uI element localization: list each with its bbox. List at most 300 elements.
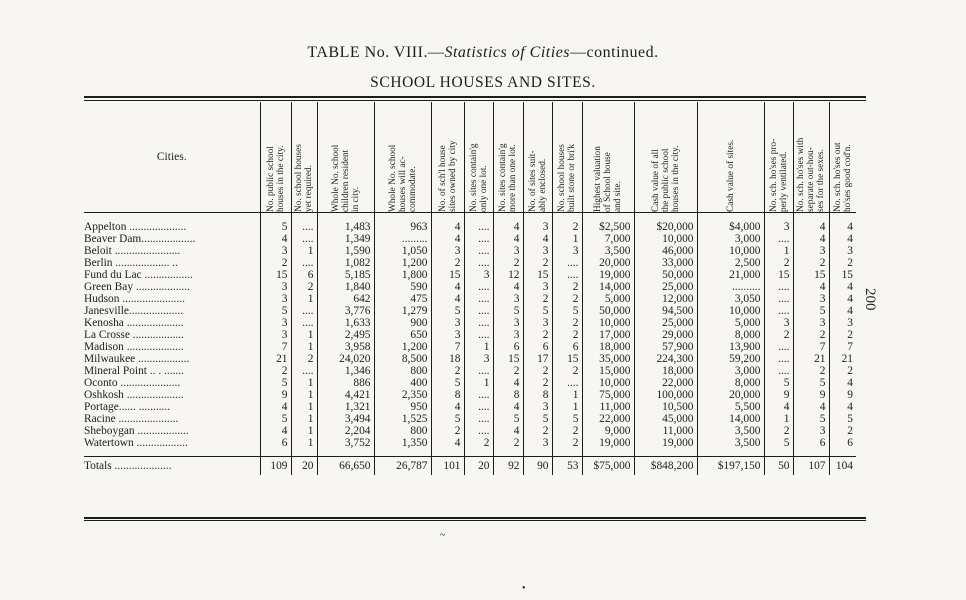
table-cell: 2 xyxy=(552,425,582,437)
table-row xyxy=(84,353,856,365)
table-title xyxy=(0,44,966,62)
table-cell: 2 xyxy=(829,365,856,377)
table-cell: .... xyxy=(464,317,493,329)
table-cell: 642 xyxy=(317,293,374,305)
table-cell: 5 xyxy=(829,413,856,425)
table-cell: 3,752 xyxy=(317,437,374,449)
table-cell: 2,495 xyxy=(317,329,374,341)
table-cell: 9 xyxy=(764,389,793,401)
table-cell: 18,000 xyxy=(582,341,634,353)
table-cell: 2,500 xyxy=(697,257,764,269)
table-cell: 1,321 xyxy=(317,401,374,413)
table-cell: 3 xyxy=(523,281,552,293)
table-cell: 5 xyxy=(523,305,552,317)
column-header xyxy=(764,102,793,213)
city-name: Milwaukee .................. xyxy=(84,353,190,365)
table-cell: .... xyxy=(464,233,493,245)
city-name: Kenosha .................... xyxy=(84,317,184,329)
table-cell: 3 xyxy=(523,317,552,329)
table-cell: 2 xyxy=(431,257,464,269)
table-cell: 18,000 xyxy=(634,365,697,377)
title-suffix: —continued. xyxy=(570,44,659,61)
table-cell: 25,000 xyxy=(634,317,697,329)
column-header-label: No. sites contain'g only one lot. xyxy=(468,143,489,212)
table-cell: 2 xyxy=(464,437,493,449)
table-cell: 3 xyxy=(464,269,493,281)
table-cell: 1,525 xyxy=(374,413,431,425)
table-cell: 2 xyxy=(829,257,856,269)
spacer-cell xyxy=(317,449,374,457)
city-name: Fund du Lac ................. xyxy=(84,269,193,281)
table-cell: .... xyxy=(291,257,317,269)
table-cell: 3 xyxy=(523,437,552,449)
spacer-cell xyxy=(829,449,856,457)
table-cell: .... xyxy=(552,257,582,269)
table-cell: 2 xyxy=(552,329,582,341)
table-cell: 4 xyxy=(829,233,856,245)
table-cell: 66,650 xyxy=(317,457,374,476)
table-cell: 11,000 xyxy=(582,401,634,413)
table-cell: 3 xyxy=(493,293,523,305)
table-row xyxy=(84,317,856,329)
table-cell: 15 xyxy=(260,269,291,281)
table-cell: 8,500 xyxy=(374,353,431,365)
table-cell: 3 xyxy=(431,329,464,341)
table-cell: 2 xyxy=(793,365,829,377)
table-cell: 18 xyxy=(431,353,464,365)
table-cell: 1 xyxy=(464,377,493,389)
bottom-rule-thin xyxy=(84,520,866,521)
table-cell: 90 xyxy=(523,457,552,476)
table-cell: .... xyxy=(291,233,317,245)
table-cell: 4 xyxy=(764,401,793,413)
table-row xyxy=(84,213,856,234)
table-cell: 3 xyxy=(764,213,793,234)
column-header xyxy=(291,102,317,213)
table-cell: 5 xyxy=(764,437,793,449)
column-header xyxy=(493,102,523,213)
table-cell: 5 xyxy=(793,377,829,389)
table-cell: $197,150 xyxy=(697,457,764,476)
table-cell: 21 xyxy=(829,353,856,365)
table-cell: 46,000 xyxy=(634,245,697,257)
table-row xyxy=(84,245,856,257)
table-cell: 1,800 xyxy=(374,269,431,281)
column-header-label: No. of sch'l house sites owned by city xyxy=(437,140,458,212)
table-cell: 3,500 xyxy=(697,437,764,449)
table-cell: 10,000 xyxy=(634,233,697,245)
table-cell: 33,000 xyxy=(634,257,697,269)
table-cell: 59,200 xyxy=(697,353,764,365)
column-header xyxy=(317,102,374,213)
table-cell: 10,500 xyxy=(634,401,697,413)
table-cell: 5,185 xyxy=(317,269,374,281)
totals-row xyxy=(84,457,856,476)
table-cell: 5 xyxy=(260,413,291,425)
column-header-label: No. sch. ho'ses pro- perly ventilated. xyxy=(768,138,789,212)
table-cell: 224,300 xyxy=(634,353,697,365)
table-cell: 50,000 xyxy=(634,269,697,281)
table-cell: 3 xyxy=(431,317,464,329)
table-cell: 12,000 xyxy=(634,293,697,305)
table-cell: 3 xyxy=(493,317,523,329)
table-cell: 14,000 xyxy=(582,281,634,293)
table-cell: 8,000 xyxy=(697,377,764,389)
table-cell: 50,000 xyxy=(582,305,634,317)
table-cell: 22,000 xyxy=(582,413,634,425)
table-cell: 2 xyxy=(493,257,523,269)
table-cell: 4 xyxy=(829,213,856,234)
table-cell: .... xyxy=(764,233,793,245)
table-cell: 5 xyxy=(793,413,829,425)
table-cell: 4 xyxy=(493,233,523,245)
table-cell: .... xyxy=(291,365,317,377)
table-cell: 1,346 xyxy=(317,365,374,377)
table-cell: 1 xyxy=(291,401,317,413)
table-cell: 1 xyxy=(291,293,317,305)
table-row xyxy=(84,389,856,401)
table-cell: 4 xyxy=(431,213,464,234)
table-cell: 6 xyxy=(552,341,582,353)
table-cell: 3,000 xyxy=(697,233,764,245)
table-cell: 4 xyxy=(431,233,464,245)
table-cell: 650 xyxy=(374,329,431,341)
city-name: Berlin ................... .. xyxy=(84,257,178,269)
table-cell: .... xyxy=(464,413,493,425)
column-header xyxy=(829,102,856,213)
table-cell: 5 xyxy=(493,305,523,317)
table-cell: 3 xyxy=(260,293,291,305)
table-cell: 3 xyxy=(431,245,464,257)
table-cell: 5 xyxy=(493,413,523,425)
table-cell: 4 xyxy=(829,293,856,305)
table-cell: 10,000 xyxy=(697,305,764,317)
table-cell: 2 xyxy=(260,257,291,269)
table-cell: 8 xyxy=(523,389,552,401)
table-header xyxy=(84,102,856,213)
city-name: Oshkosh .................... xyxy=(84,389,184,401)
table-cell: 3 xyxy=(829,317,856,329)
table-cell: 3 xyxy=(523,213,552,234)
table-cell: 4 xyxy=(431,437,464,449)
table-cell: 2 xyxy=(523,329,552,341)
table-cell: 4 xyxy=(829,305,856,317)
table-cell: 19,000 xyxy=(582,437,634,449)
table-cell: 6 xyxy=(493,341,523,353)
table-cell: 2 xyxy=(431,365,464,377)
spacer-cell xyxy=(697,449,764,457)
column-header-label: No. school houses built stone or bri'k xyxy=(557,143,577,212)
table-row xyxy=(84,305,856,317)
spacer-row xyxy=(84,449,856,457)
header-row xyxy=(84,102,856,213)
column-header xyxy=(523,102,552,213)
table-cell: 100,000 xyxy=(634,389,697,401)
table-cell: 20,000 xyxy=(582,257,634,269)
table-cell: 5 xyxy=(260,213,291,234)
column-header-label: Whole No. school houses will ac- commodate. xyxy=(387,144,418,212)
spacer-cell xyxy=(374,449,431,457)
table-cell: .... xyxy=(464,401,493,413)
spacer-cell xyxy=(634,449,697,457)
table-cell: 5 xyxy=(431,413,464,425)
table-cell: 5,000 xyxy=(697,317,764,329)
title-italic: Statistics of Cities xyxy=(444,44,571,61)
table-cell: 92 xyxy=(493,457,523,476)
city-name: Mineral Point .. . ....... xyxy=(84,365,184,377)
table-cell: 3 xyxy=(464,353,493,365)
table-row xyxy=(84,281,856,293)
table-cell: $4,000 xyxy=(697,213,764,234)
table-cell: 2 xyxy=(552,281,582,293)
table-cell: 1,590 xyxy=(317,245,374,257)
city-name: La Crosse .................. xyxy=(84,329,184,341)
spacer-cell xyxy=(764,449,793,457)
table-cell: 3,000 xyxy=(697,365,764,377)
table-row xyxy=(84,293,856,305)
table-cell: 21 xyxy=(260,353,291,365)
spacer-cell xyxy=(431,449,464,457)
column-header-label: Whole No. school children resident in city. xyxy=(330,144,361,212)
table-cell: 1 xyxy=(291,413,317,425)
page-number: 200 xyxy=(862,288,878,311)
spacer-cell xyxy=(582,449,634,457)
table-cell: 3 xyxy=(260,317,291,329)
column-header xyxy=(634,102,697,213)
table-cell: 8,000 xyxy=(697,329,764,341)
spacer-cell xyxy=(464,449,493,457)
table-cell: 1,050 xyxy=(374,245,431,257)
city-name: Janesville................... xyxy=(84,305,184,317)
table-cell: 26,787 xyxy=(374,457,431,476)
table-cell: 20,000 xyxy=(697,389,764,401)
table-cell: 7 xyxy=(829,341,856,353)
table-cell: 5 xyxy=(431,377,464,389)
table-cell: 15 xyxy=(431,269,464,281)
table-cell: 3,958 xyxy=(317,341,374,353)
table-cell: 4 xyxy=(793,281,829,293)
table-cell: .... xyxy=(764,365,793,377)
table-cell: 3 xyxy=(493,329,523,341)
table-cell: 21 xyxy=(793,353,829,365)
table-cell: 3 xyxy=(260,281,291,293)
table-cell: 1 xyxy=(291,389,317,401)
table-cell: 2 xyxy=(829,425,856,437)
table-cell: 3 xyxy=(793,293,829,305)
table-cell: 4 xyxy=(829,281,856,293)
table-row xyxy=(84,365,856,377)
table-cell: 4 xyxy=(431,401,464,413)
table-cell: 1 xyxy=(291,377,317,389)
table-cell: 2 xyxy=(431,425,464,437)
spacer-cell xyxy=(793,449,829,457)
table-cell: 15 xyxy=(552,353,582,365)
table-cell: 2 xyxy=(552,365,582,377)
table-cell: 3 xyxy=(493,245,523,257)
table-cell: 5 xyxy=(552,413,582,425)
table-row xyxy=(84,257,856,269)
table-cell: 1 xyxy=(291,425,317,437)
table-cell: .... xyxy=(764,305,793,317)
table-cell: 8 xyxy=(431,389,464,401)
table-cell: 2 xyxy=(764,329,793,341)
column-header-label: No. sch. ho'ses with separate out-hou- ses for the sexes. xyxy=(796,137,826,212)
table-cell: 2 xyxy=(764,425,793,437)
table-cell: 2 xyxy=(764,257,793,269)
table-cell: 2 xyxy=(552,437,582,449)
table-cell: 4 xyxy=(829,377,856,389)
column-header-cities: Cities. xyxy=(84,102,260,213)
table-cell: 4 xyxy=(260,425,291,437)
table-cell: 10,000 xyxy=(582,377,634,389)
table-cell: 9 xyxy=(829,389,856,401)
table-row xyxy=(84,437,856,449)
table-cell: 2 xyxy=(493,437,523,449)
table-cell: 3 xyxy=(552,245,582,257)
table-cell: 12 xyxy=(493,269,523,281)
table-cell: 2 xyxy=(523,365,552,377)
table-cell: 1 xyxy=(291,341,317,353)
table-cell: .... xyxy=(464,329,493,341)
table-cell: 3 xyxy=(764,317,793,329)
table-cell: 886 xyxy=(317,377,374,389)
table-cell: 590 xyxy=(374,281,431,293)
table-cell: 3 xyxy=(523,245,552,257)
table-cell: $848,200 xyxy=(634,457,697,476)
column-header xyxy=(431,102,464,213)
city-name: Green Bay ................... xyxy=(84,281,190,293)
table-cell: 6 xyxy=(523,341,552,353)
table-cell: 4 xyxy=(493,281,523,293)
table-cell: 1,200 xyxy=(374,257,431,269)
table-cell: 2 xyxy=(523,425,552,437)
table-cell: 101 xyxy=(431,457,464,476)
table-cell: 19,000 xyxy=(582,269,634,281)
table-cell: 10,000 xyxy=(697,245,764,257)
city-name: Watertown .................. xyxy=(84,437,188,449)
table-cell: 17 xyxy=(523,353,552,365)
table-cell: 2 xyxy=(523,293,552,305)
table-cell: 13,900 xyxy=(697,341,764,353)
table-cell: 1 xyxy=(291,329,317,341)
table-cell: 3,494 xyxy=(317,413,374,425)
table-cell: 1,633 xyxy=(317,317,374,329)
table-row xyxy=(84,425,856,437)
table-cell: 950 xyxy=(374,401,431,413)
table-cell: 15 xyxy=(764,269,793,281)
table-cell: .... xyxy=(464,425,493,437)
table-cell: 2 xyxy=(829,329,856,341)
table-cell: .... xyxy=(552,377,582,389)
table-cell: 22,000 xyxy=(634,377,697,389)
table-cell: .... xyxy=(291,213,317,234)
table-cell: 475 xyxy=(374,293,431,305)
table-cell: 8 xyxy=(493,389,523,401)
table-row xyxy=(84,341,856,353)
column-header-label: Highest valuation of School house and site. xyxy=(593,146,623,212)
table-cell: 2,350 xyxy=(374,389,431,401)
table-cell: 15 xyxy=(523,269,552,281)
table-cell: 5 xyxy=(260,305,291,317)
table-cell: 14,000 xyxy=(697,413,764,425)
table-cell: 7,000 xyxy=(582,233,634,245)
city-name: Oconto ..................... xyxy=(84,377,181,389)
table-cell: 6 xyxy=(829,437,856,449)
table-cell: 4 xyxy=(260,233,291,245)
table-cell: 4 xyxy=(829,401,856,413)
table-cell: 6 xyxy=(291,269,317,281)
table-row xyxy=(84,401,856,413)
column-header-label: No. sch. ho'ses out ho'ses good cod'n. xyxy=(832,142,853,212)
table-cell: 1,483 xyxy=(317,213,374,234)
column-header xyxy=(582,102,634,213)
column-header-label: Cash value of all the public school houses in the city. xyxy=(650,145,681,212)
table-cell: 2 xyxy=(291,281,317,293)
table-cell: 3 xyxy=(260,329,291,341)
table-cell: 2 xyxy=(793,329,829,341)
table-subtitle: SCHOOL HOUSES AND SITES. xyxy=(370,74,596,91)
table-cell: 5,000 xyxy=(582,293,634,305)
table-cell: 4 xyxy=(493,213,523,234)
table-cell: 11,000 xyxy=(634,425,697,437)
table-cell: 2 xyxy=(793,257,829,269)
table-row xyxy=(84,329,856,341)
table-cell: ......... xyxy=(374,233,431,245)
table-cell: 9 xyxy=(793,389,829,401)
table-cell: 35,000 xyxy=(582,353,634,365)
table-cell: 53 xyxy=(552,457,582,476)
table-cell: .... xyxy=(464,365,493,377)
table-cell: 9,000 xyxy=(582,425,634,437)
column-header-label: No. school houses yet required. xyxy=(294,144,314,212)
table-cell: 7 xyxy=(793,341,829,353)
table-cell: $2,500 xyxy=(582,213,634,234)
table-cell: 1 xyxy=(552,233,582,245)
table-cell: .... xyxy=(464,293,493,305)
column-header xyxy=(552,102,582,213)
table-cell: 800 xyxy=(374,365,431,377)
table-cell: .... xyxy=(291,305,317,317)
table-cell: 7 xyxy=(431,341,464,353)
table-cell: 3 xyxy=(793,317,829,329)
table-cell: 20 xyxy=(291,457,317,476)
table-cell: 17,000 xyxy=(582,329,634,341)
table-cell: 963 xyxy=(374,213,431,234)
table-cell: .... xyxy=(764,281,793,293)
table-cell: 1,279 xyxy=(374,305,431,317)
table-row xyxy=(84,377,856,389)
table-cell: 3 xyxy=(793,425,829,437)
spacer-cell xyxy=(493,449,523,457)
column-header-label: No. public school houses in the city. xyxy=(265,145,286,212)
city-name: Beaver Dam................... xyxy=(84,233,196,245)
city-name: Sheboygan .................. xyxy=(84,425,189,437)
table-cell: 1 xyxy=(552,389,582,401)
table-cell: 5 xyxy=(431,305,464,317)
table-cell: 45,000 xyxy=(634,413,697,425)
city-name: Racine ..................... xyxy=(84,413,179,425)
table-cell: 4 xyxy=(523,233,552,245)
table-cell: 25,000 xyxy=(634,281,697,293)
column-header xyxy=(464,102,493,213)
table-cell: 1 xyxy=(764,413,793,425)
city-name: Madison .................... xyxy=(84,341,184,353)
spacer-cell xyxy=(260,449,291,457)
table-cell: 2 xyxy=(552,317,582,329)
title-prefix: TABLE No. VIII.— xyxy=(307,44,445,61)
spacer-cell xyxy=(84,449,260,457)
table-cell: 2 xyxy=(291,353,317,365)
